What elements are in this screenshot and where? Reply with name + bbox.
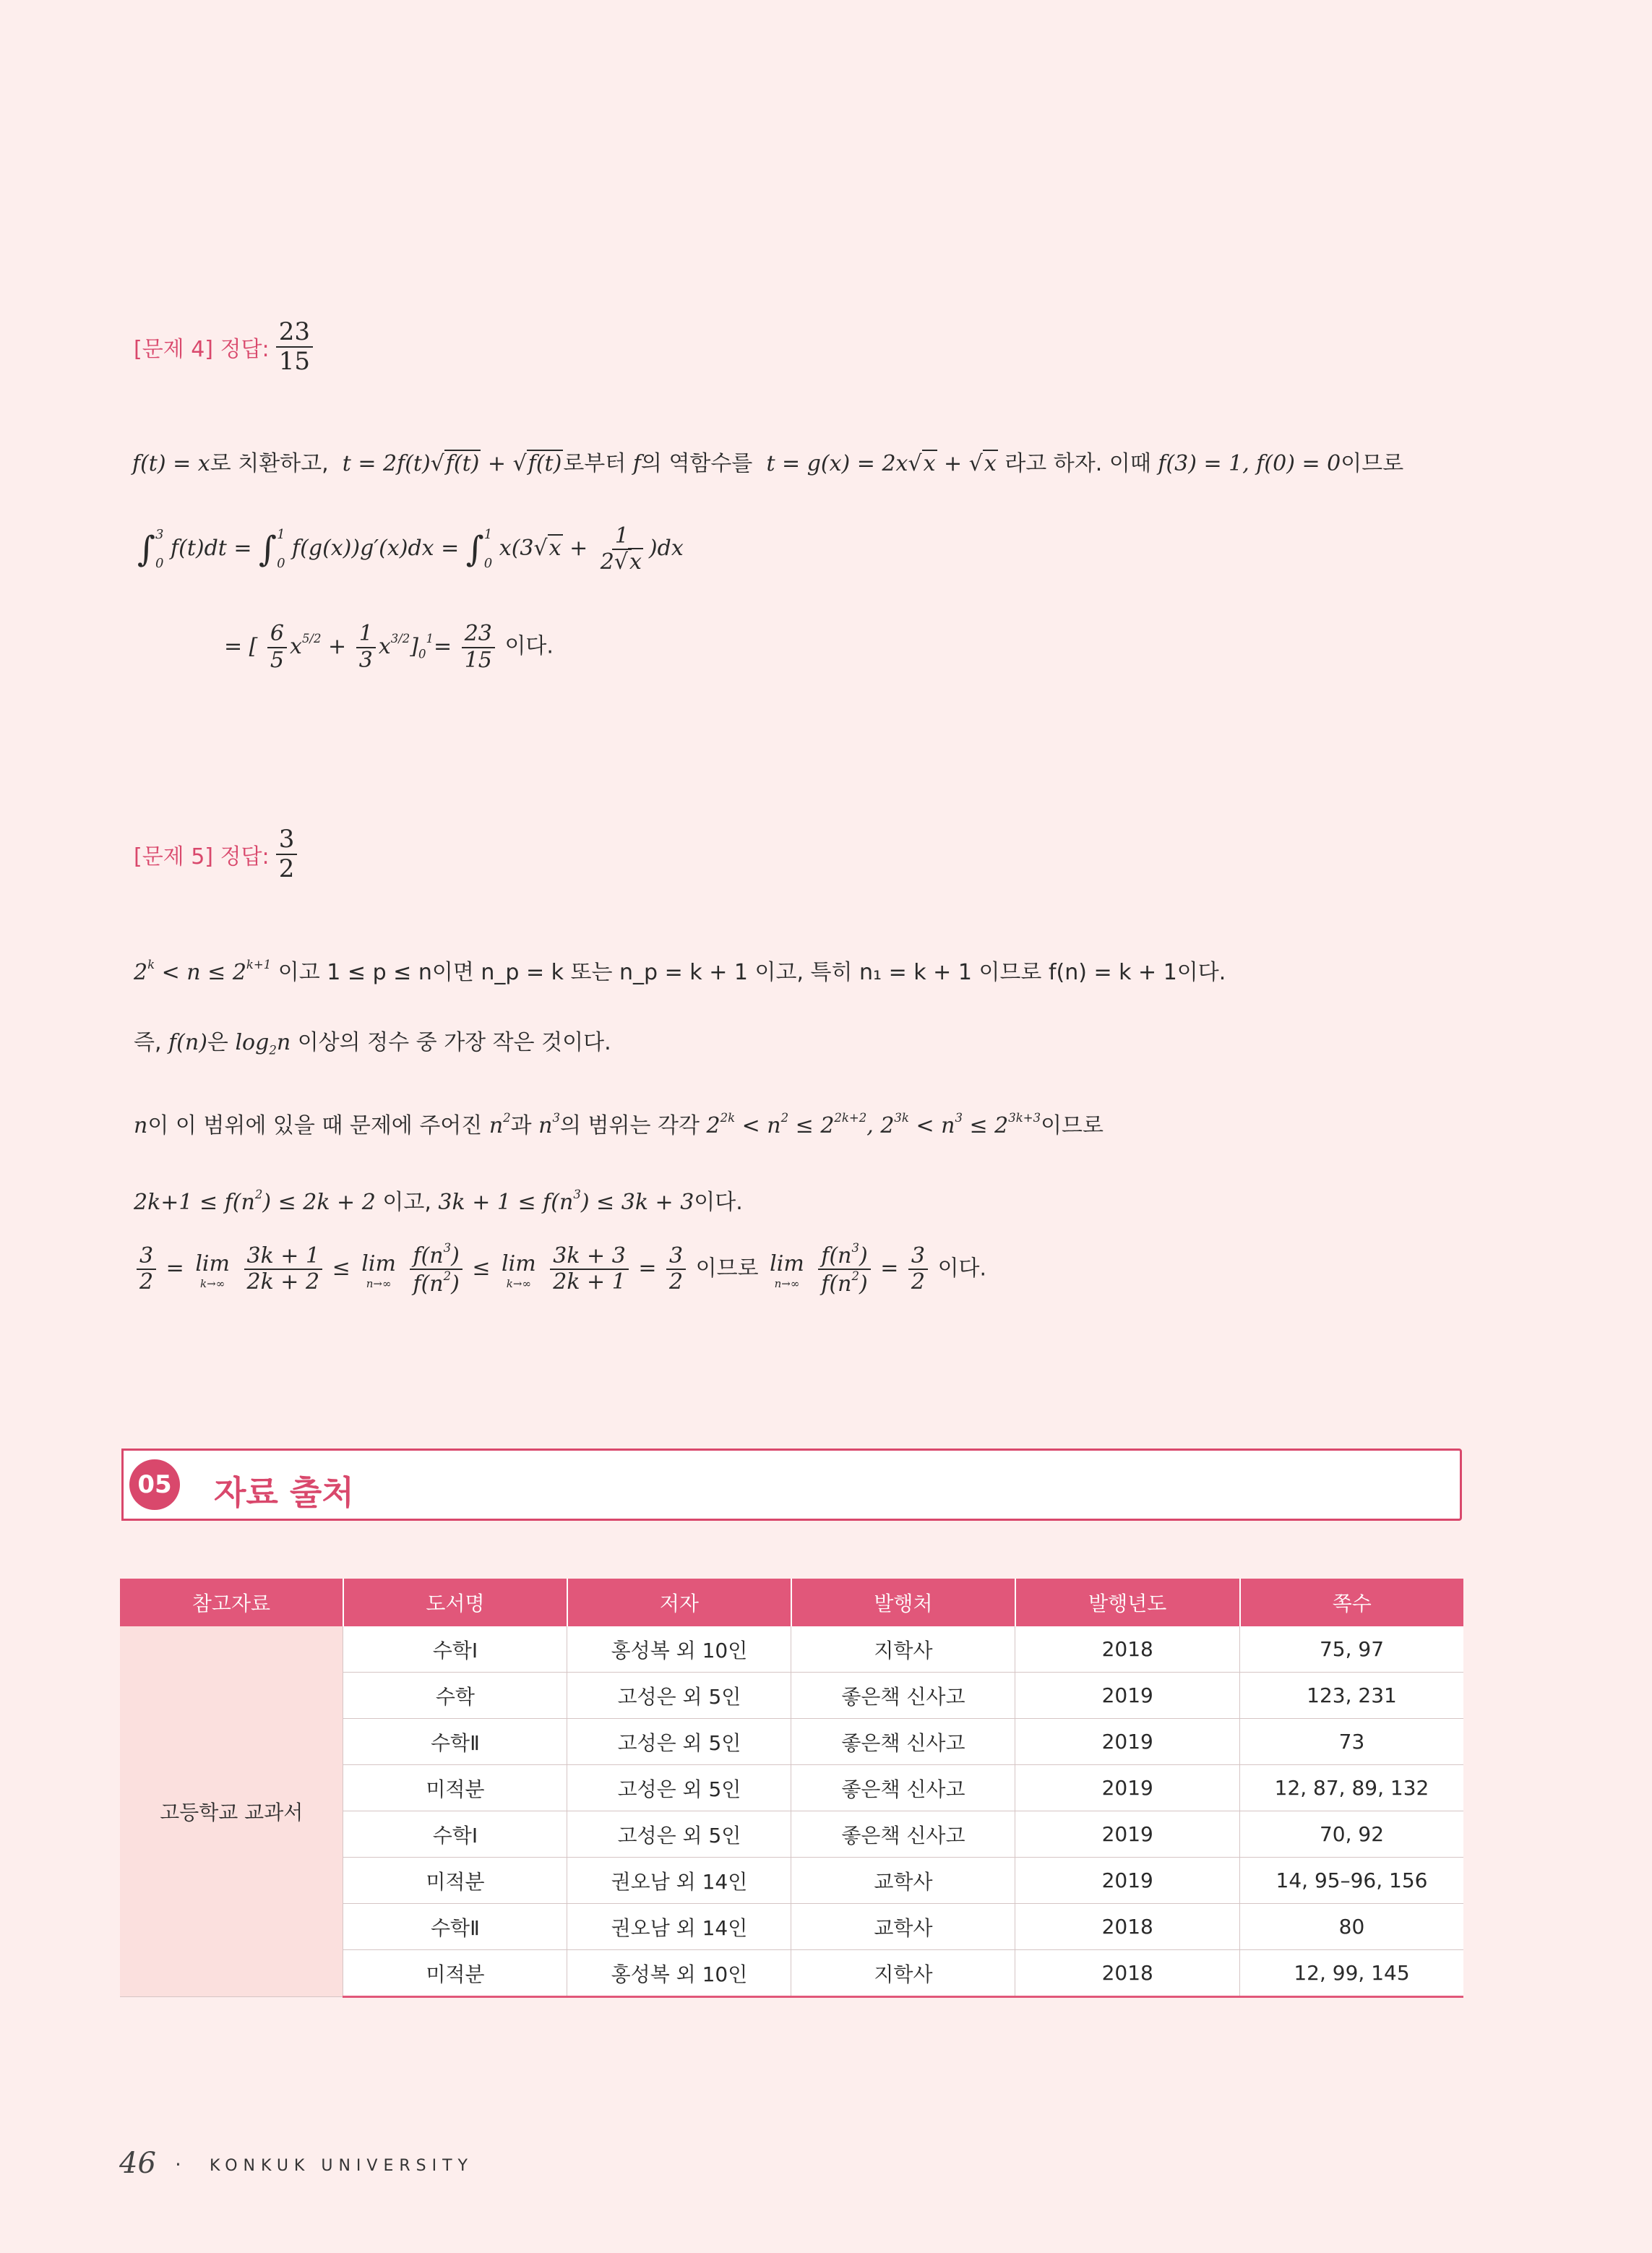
table-cell: 교학사: [791, 1858, 1015, 1904]
column-header: 도서명: [343, 1579, 567, 1626]
table-cell: 홍성복 외 10인: [567, 1950, 791, 1997]
table-cell: 수학Ⅱ: [343, 1904, 567, 1950]
table-cell: 좋은책 신사고: [791, 1765, 1015, 1811]
table-cell: 14, 95–96, 156: [1240, 1858, 1464, 1904]
reference-table: [120, 1579, 1463, 1998]
problem4-integral-line: ∫ 3 0 f(t)dt = ∫ 1 0 f(g(x))g′(x)dx = ∫ 1 0 x(3√x + $\frac{1}{2√x}$ )dx: [137, 523, 684, 575]
problem5-line3: n이 이 범위에 있을 때 문제에 주어진 $n^2$과 $n^3$의 범위는 각각 $2^{2k} < n^2 \le 2^{2k+2}$, $2^{3k} < n^3 \le 2^{3k+3}$이므로: [134, 1111, 1104, 1138]
table-cell: 12, 99, 145: [1240, 1950, 1464, 1997]
column-header: 쪽수: [1240, 1579, 1464, 1626]
table-cell: 좋은책 신사고: [791, 1673, 1015, 1719]
column-header: 발행처: [791, 1579, 1015, 1626]
table-cell: 지학사: [791, 1626, 1015, 1673]
table-cell: 123, 231: [1240, 1673, 1464, 1719]
table-cell: 70, 92: [1240, 1811, 1464, 1858]
table-cell: 수학Ⅰ: [343, 1626, 567, 1673]
table-cell: 73: [1240, 1719, 1464, 1765]
problem4-answer-line: [134, 318, 316, 376]
column-header: 저자: [567, 1579, 791, 1626]
table-cell: 수학Ⅰ: [343, 1811, 567, 1858]
problem5-line2: 즉, f(n)은 $\log_2n$ 이상의 정수 중 가장 작은 것이다.: [134, 1030, 611, 1057]
column-header: 참고자료: [120, 1579, 343, 1626]
table-cell: 권오남 외 14인: [567, 1858, 791, 1904]
table-cell: 교학사: [791, 1904, 1015, 1950]
table-cell: 80: [1240, 1904, 1464, 1950]
section-number-badge: 05: [129, 1459, 180, 1510]
section-header: [121, 1449, 1462, 1521]
column-header: 발행년도: [1015, 1579, 1240, 1626]
table-row: [120, 1626, 1463, 1673]
section-title: 자료 출처: [214, 1473, 354, 1512]
problem5-line4: $2k+1 \le f(n^2) \le 2k + 2$ 이고, $3k + 1 \le f(n^3) \le 3k + 3$이다.: [134, 1188, 743, 1215]
table-cell: 고성은 외 5인: [567, 1765, 791, 1811]
table-cell: 고성은 외 5인: [567, 1719, 791, 1765]
table-cell: 좋은책 신사고: [791, 1719, 1015, 1765]
table-cell: 2018: [1015, 1904, 1240, 1950]
table-cell: 미적분: [343, 1765, 567, 1811]
table-cell: 75, 97: [1240, 1626, 1464, 1673]
problem4-line1: f(t) = x로 치환하고, t = 2f(t)√f(t) + √f(t)로부터 f의 역함수를 t = g(x) = 2x√x + √x 라고 하자. 이때 f(3) = 1, f(0) = 0이므로: [132, 451, 1404, 476]
problem5-line5: $\frac{3}{2}$ = lim k→∞ $\frac{3k + 1}{2k + 2}$ ≤ lim n→∞ $\frac{f(n^3)}{f(n^2)}$ ≤ lim k→∞ $\frac{3k + 3}{2k + 1}$ = $\frac{3}{2}$ 이므로 lim n→∞ $\frac{f(n^3)}{f(n^2)}$ = $\frac{3}{2}$ 이다.: [134, 1242, 986, 1297]
category-cell: 고등학교 교과서: [120, 1626, 343, 1997]
table-cell: 2019: [1015, 1811, 1240, 1858]
problem5-line1: $2^k < n \le 2^{k+1}$ 이고 1 ≤ p ≤ n이면 n_p = k 또는 n_p = k + 1 이고, 특히 n₁ = k + 1 이므로 f(n) = k + 1이다.: [134, 958, 1226, 985]
table-cell: 수학: [343, 1673, 567, 1719]
footer-separator: ·: [175, 2153, 181, 2176]
table-cell: 지학사: [791, 1950, 1015, 1997]
page-number: 46: [119, 2147, 156, 2180]
table-cell: 2019: [1015, 1765, 1240, 1811]
problem5-answer-line: [134, 825, 300, 883]
table-cell: 고성은 외 5인: [567, 1811, 791, 1858]
table-cell: 수학Ⅱ: [343, 1719, 567, 1765]
table-cell: 좋은책 신사고: [791, 1811, 1015, 1858]
table-cell: 홍성복 외 10인: [567, 1626, 791, 1673]
problem4-result-line: = [ $\frac{6}{5}$ $x^{5/2}$ + $\frac{1}{3}$ $x^{3/2}]_0^1=$ $\frac{23}{15}$ 이다.: [224, 621, 554, 673]
table-cell: 2019: [1015, 1673, 1240, 1719]
table-cell: 고성은 외 5인: [567, 1673, 791, 1719]
table-cell: 미적분: [343, 1858, 567, 1904]
problem4-answer: $\frac{23}{15}$: [276, 318, 313, 376]
table-cell: 권오남 외 14인: [567, 1904, 791, 1950]
table-cell: 2019: [1015, 1858, 1240, 1904]
table-header-row: [120, 1579, 1463, 1626]
table-cell: 2018: [1015, 1950, 1240, 1997]
footer-university: KONKUK UNIVERSITY: [210, 2157, 473, 2175]
table-cell: 2018: [1015, 1626, 1240, 1673]
problem5-label: [문제 5] 정답:: [134, 844, 270, 870]
problem4-label: [문제 4] 정답:: [134, 337, 270, 363]
table-cell: 12, 87, 89, 132: [1240, 1765, 1464, 1811]
table-cell: 2019: [1015, 1719, 1240, 1765]
table-cell: 미적분: [343, 1950, 567, 1997]
problem5-answer: $\frac{3}{2}$: [276, 825, 298, 883]
